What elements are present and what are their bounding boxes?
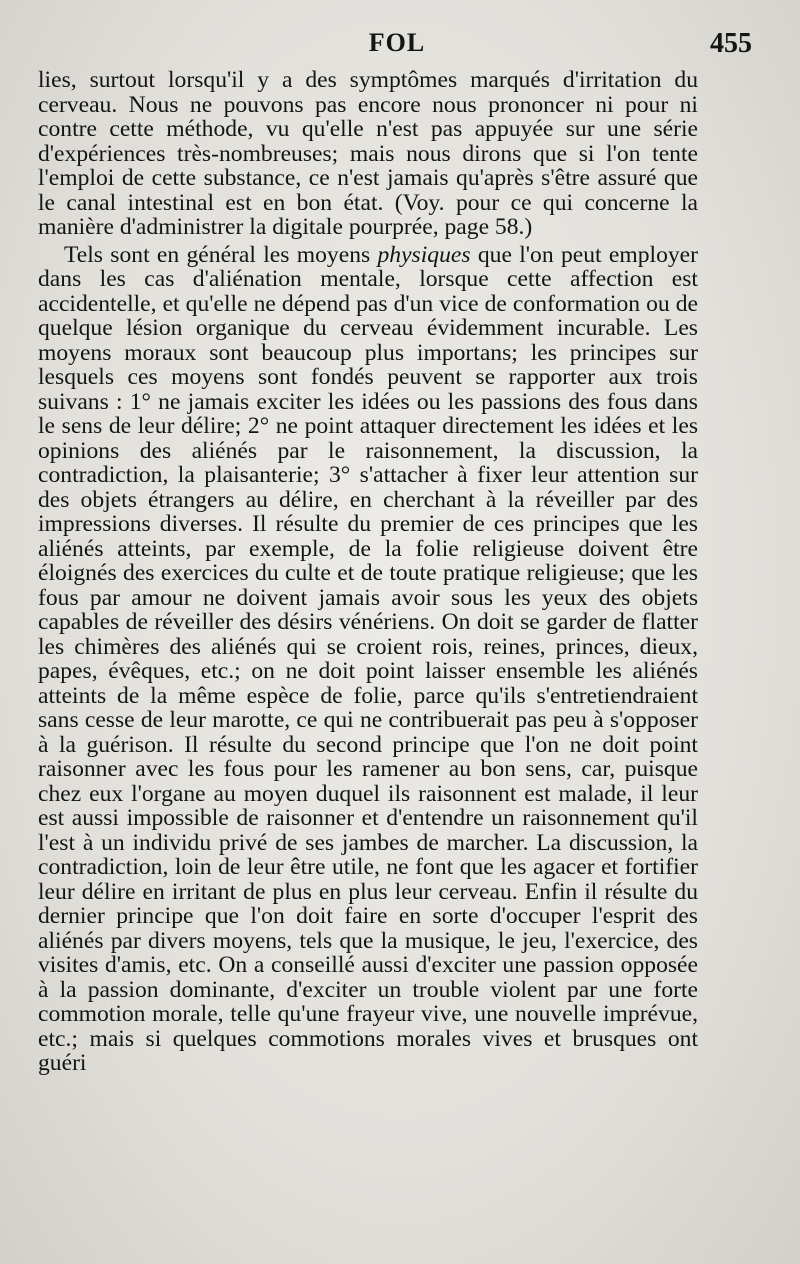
paragraph-text-start: Tels sont en général les moyens xyxy=(64,241,378,268)
page-header xyxy=(38,28,756,62)
paragraph xyxy=(38,243,698,1076)
emphasis-word: physiques xyxy=(377,241,471,268)
body-text xyxy=(38,68,698,1076)
page-number: 455 xyxy=(710,28,752,59)
paragraph-continued: lies, surtout lorsqu'il y a des symptômes marqués d'irritation du cerveau. Nous ne pouvons pas encore nous prononcer ni pour ni contre cette méthode, vu qu'elle n'est pas appuyée sur une série d'expériences très-nombreuses; mais nous dirons que si l'on tente l'emploi de cette substance, ce n'est jamais qu'après s'être assuré que le canal intestinal est en bon état. (Voy. pour ce qui concerne la manière d'administrer la digitale pourprée, page 58.) xyxy=(38,67,698,240)
running-head: FOL xyxy=(368,28,426,57)
paragraph-text-rest: que l'on peut employer dans les cas d'aliénation mentale, lorsque cette affection est accidentelle, et qu'elle ne dépend pas d'un vice de conformation ou de quelque lésion organique du cerveau évidemment incurable. Les moyens moraux sont beaucoup plus importans; les principes sur lesquels ces moyens sont fondés peuvent se rapporter aux trois suivans : 1° ne jamais exciter les idées ou les passions des fous dans le sens de leur délire; 2° ne point attaquer directement les idées et les opinions des aliénés par le raisonnement, la discussion, la contradiction, la plaisanterie; 3° s'attacher à fixer leur attention sur des objets étrangers au délire, en cherchant à la réveiller par des impressions diverses. Il résulte du premier de ces principes que les aliénés atteints, par exemple, de la folie religieuse doivent être éloignés des exercices du culte et de toute pratique religieuse; que les fous par amour ne doivent jamais avoir sous les yeux des objets capables de réveiller des désirs vénériens. On doit se garder de flatter les chimères des aliénés qui se croient rois, reines, princes, dieux, papes, évêques, etc.; on ne doit point laisser ensemble les aliénés atteints de la même espèce de folie, parce qu'ils s'entretiendraient sans cesse de leur marotte, ce qui ne contribuerait pas peu à s'opposer à la guérison. Il résulte du second principe que l'on ne doit point raisonner avec les fous pour les ramener au bon sens, car, puisque chez eux l'organe au moyen duquel ils raisonnent est malade, il leur est aussi impossible de raisonner et d'entendre un raisonnement qu'il l'est à un individu privé de ses jambes de marcher. La discussion, la contradiction, loin de leur être utile, ne font que les agacer et fortifier leur délire en irritant de plus en plus leur cerveau. Enfin il résulte du dernier principe que l'on doit faire en sorte d'occuper l'esprit des aliénés par divers moyens, tels que la musique, le jeu, l'exercice, des visites d'amis, etc. On a conseillé aussi d'exciter une passion opposée à la passion dominante, d'exciter un trouble violent par une forte commotion morale, telle qu'une frayeur vive, une nouvelle imprévue, etc.; mais si quelques commotions morales vives et brusques ont guéri xyxy=(38,241,698,1076)
